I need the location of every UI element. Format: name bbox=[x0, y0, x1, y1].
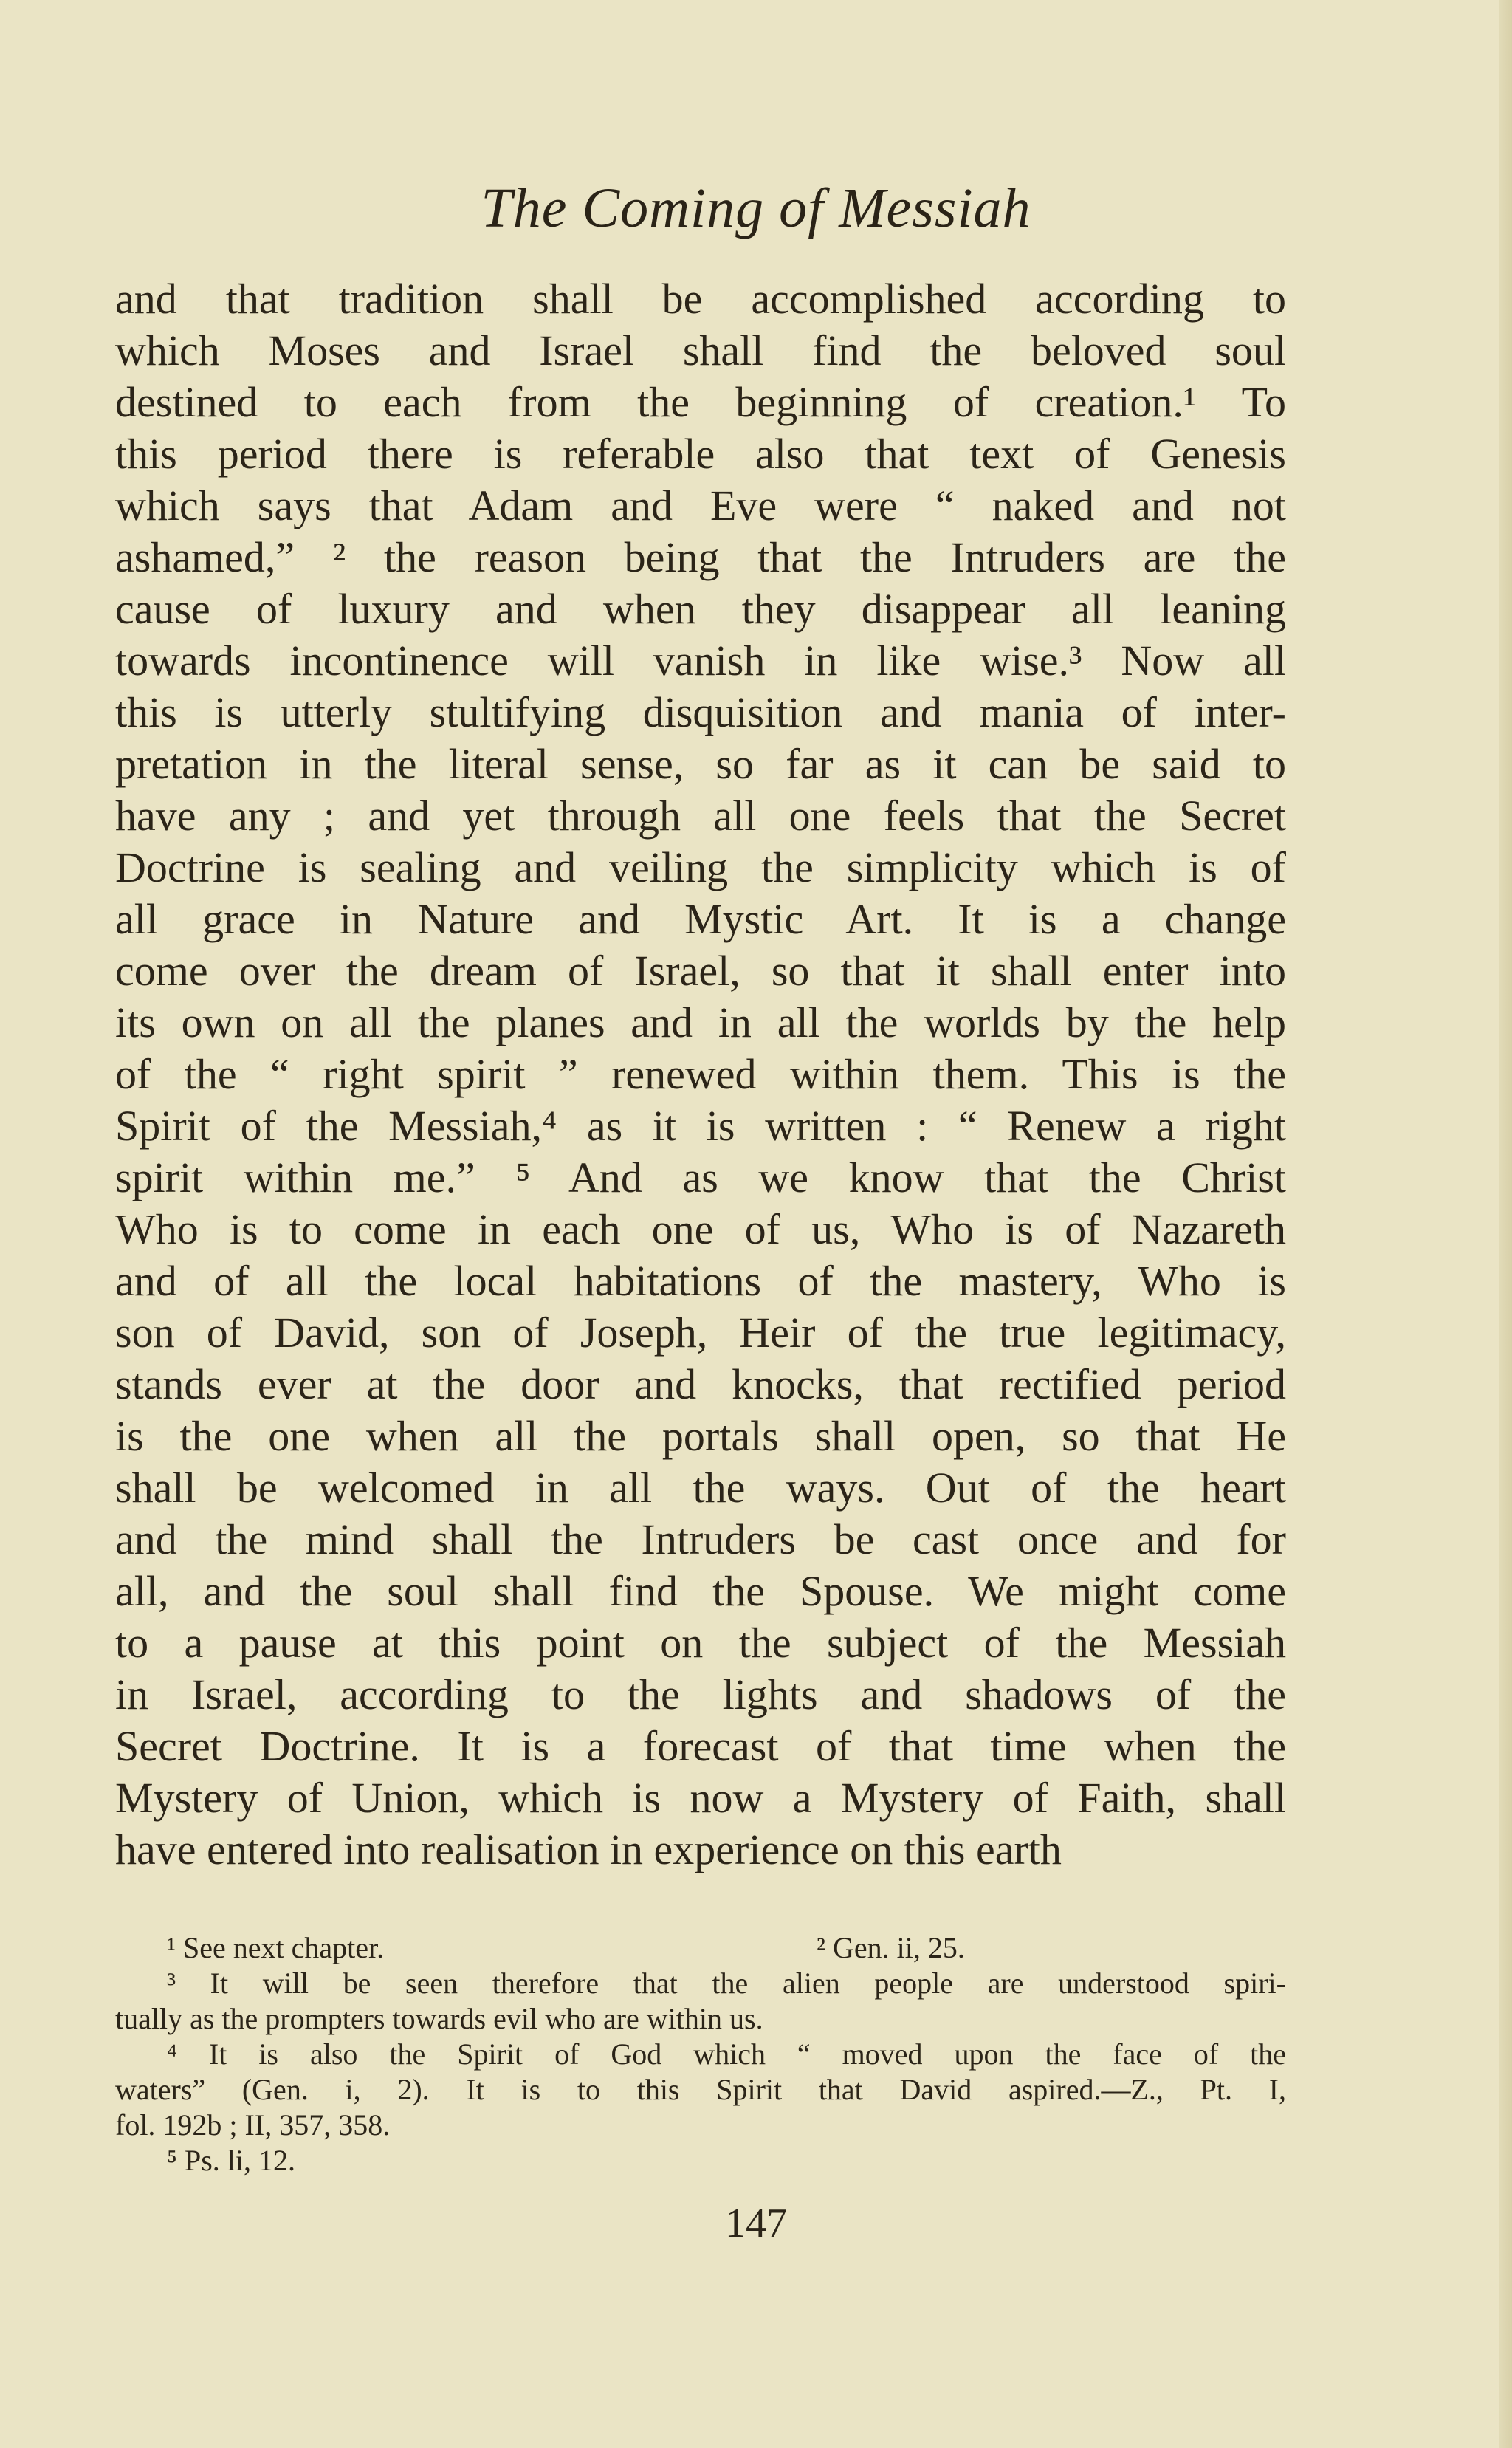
body-line: destined to each from the beginning of creation.¹ To bbox=[115, 378, 1286, 426]
body-line: Doctrine is sealing and veiling the simplicity which is of bbox=[115, 843, 1286, 891]
body-line: all grace in Nature and Mystic Art. It is a change bbox=[115, 895, 1286, 943]
body-line: and that tradition shall be accomplished according to bbox=[115, 275, 1286, 323]
body-line: of the “ right spirit ” renewed within them. This is the bbox=[115, 1050, 1286, 1098]
body-line: Who is to come in each one of us, Who is of Nazareth bbox=[115, 1205, 1286, 1253]
body-line: come over the dream of Israel, so that it shall enter into bbox=[115, 947, 1286, 995]
running-head: The Coming of Messiah bbox=[481, 177, 1031, 239]
body-line: and of all the local habitations of the mastery, Who is bbox=[115, 1257, 1286, 1305]
body-line: have entered into realisation in experience on this earth bbox=[115, 1825, 1062, 1873]
footnote-5: ⁵ Ps. li, 12. bbox=[167, 2144, 295, 2177]
body-line: to a pause at this point on the subject of the Messiah bbox=[115, 1619, 1286, 1667]
body-line: cause of luxury and when they disappear all leaning bbox=[115, 585, 1286, 633]
body-line: is the one when all the portals shall open, so that He bbox=[115, 1412, 1286, 1460]
body-line: its own on all the planes and in all the worlds by the help bbox=[115, 998, 1286, 1046]
footnote-1: ¹ See next chapter. bbox=[167, 1931, 385, 1964]
body-line: ashamed,” ² the reason being that the Intruders are the bbox=[115, 533, 1286, 581]
body-line: and the mind shall the Intruders be cast once and for bbox=[115, 1515, 1286, 1563]
footnote-4-line: fol. 192b ; II, 357, 358. bbox=[115, 2108, 391, 2142]
body-line: pretation in the literal sense, so far as it can be said to bbox=[115, 740, 1286, 788]
body-line: stands ever at the door and knocks, that rectified period bbox=[115, 1360, 1286, 1408]
page-edge bbox=[1499, 0, 1512, 2448]
body-line: in Israel, according to the lights and shadows of the bbox=[115, 1670, 1286, 1718]
page-number: 147 bbox=[725, 2201, 787, 2246]
body-line: Spirit of the Messiah,⁴ as it is written : “ Renew a right bbox=[115, 1102, 1286, 1150]
body-line: son of David, son of Joseph, Heir of the true legitimacy, bbox=[115, 1309, 1286, 1357]
body-line: Mystery of Union, which is now a Mystery of Faith, shall bbox=[115, 1774, 1286, 1822]
footnote-3-line: tually as the prompters towards evil who are within us. bbox=[115, 2002, 763, 2035]
body-text bbox=[115, 273, 1286, 1876]
body-line: this is utterly stultifying disquisition and mania of inter- bbox=[115, 688, 1286, 736]
footnotes bbox=[115, 1930, 1286, 2178]
body-line: which Moses and Israel shall find the beloved soul bbox=[115, 326, 1286, 374]
footnote-2: ² Gen. ii, 25. bbox=[817, 1931, 965, 1964]
footnote-4-line: waters” (Gen. i, 2). It is to this Spirit that David aspired.—Z., Pt. I, bbox=[115, 2073, 1286, 2106]
body-line: spirit within me.” ⁵ And as we know that the Christ bbox=[115, 1153, 1286, 1201]
footnote-row bbox=[115, 1930, 1286, 1966]
footnote-3-line: ³ It will be seen therefore that the alien people are understood spiri- bbox=[167, 1967, 1286, 2000]
body-line: towards incontinence will vanish in like wise.³ Now all bbox=[115, 637, 1286, 685]
body-line: this period there is referable also that text of Genesis bbox=[115, 430, 1286, 478]
body-line: have any ; and yet through all one feels that the Secret bbox=[115, 792, 1286, 840]
body-line: Secret Doctrine. It is a forecast of that time when the bbox=[115, 1722, 1286, 1770]
body-line: which says that Adam and Eve were “ naked and not bbox=[115, 481, 1286, 529]
body-line: shall be welcomed in all the ways. Out of the heart bbox=[115, 1464, 1286, 1512]
footnote-4-line: ⁴ It is also the Spirit of God which “ moved upon the face of the bbox=[167, 2037, 1286, 2071]
body-line: all, and the soul shall find the Spouse. We might come bbox=[115, 1567, 1286, 1615]
